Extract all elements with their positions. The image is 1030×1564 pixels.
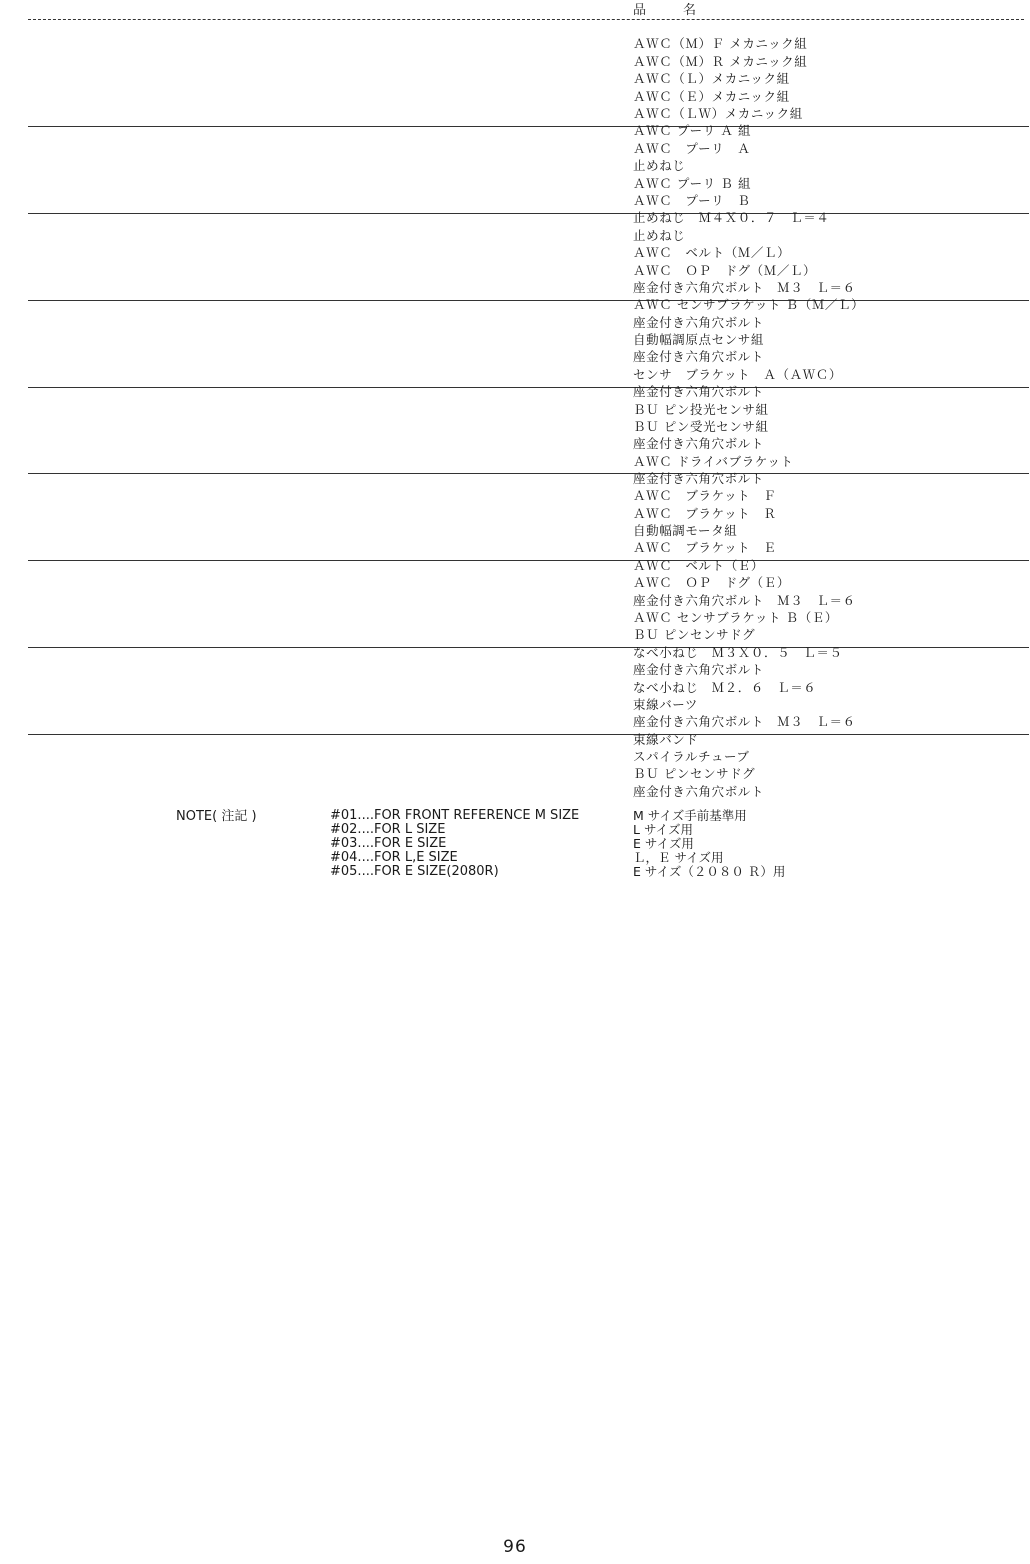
- part-item: 座金付き六角穴ボルト: [633, 315, 765, 330]
- part-item: 座金付き六角穴ボルト: [633, 384, 765, 399]
- note-entry-japanese: E サイズ用: [633, 836, 694, 851]
- part-item: 止めねじ: [633, 158, 686, 173]
- part-item: ＡＷＣ プーリ Ｂ: [633, 193, 751, 208]
- part-item: ＡＷＣ（Ｌ）メカニック組: [633, 71, 790, 86]
- part-item: ＡＷＣ ブラケット Ｒ: [633, 506, 777, 521]
- note-entry-japanese: M サイズ手前基準用: [633, 808, 747, 823]
- group-divider-line: [28, 560, 1029, 561]
- part-item: ＡＷＣ ブラケット Ｆ: [633, 488, 777, 503]
- part-item: ＡＷＣ ブラケット Ｅ: [633, 540, 777, 555]
- part-item: 座金付き六角穴ボルト: [633, 784, 765, 799]
- part-item: 座金付き六角穴ボルト Ｍ３ Ｌ＝６: [633, 593, 856, 608]
- part-item: ＡＷＣ ベルト（Ｍ／Ｌ）: [633, 245, 791, 260]
- part-item: ＢＵ ピンセンサドグ: [633, 627, 756, 642]
- group-divider-line: [28, 300, 1029, 301]
- group-divider-line: [28, 647, 1029, 648]
- part-item: 座金付き六角穴ボルト: [633, 436, 765, 451]
- header-dashed-divider: [28, 19, 1024, 20]
- part-item: ＡＷＣ ドライバブラケット: [633, 454, 794, 469]
- part-item: なべ小ねじ Ｍ３Ｘ０．５ Ｌ＝５: [633, 645, 843, 660]
- part-item: ＡＷＣ プーリ Ａ 組: [633, 123, 752, 138]
- note-entry-english: #04....FOR L,E SIZE: [330, 850, 458, 865]
- part-item: ＡＷＣ ベルト（Ｅ）: [633, 558, 765, 573]
- part-item: 座金付き六角穴ボルト: [633, 471, 765, 486]
- part-item: ＡＷＣ ＯＰ ドグ（Ｍ／Ｌ）: [633, 263, 817, 278]
- group-divider-line: [28, 734, 1029, 735]
- group-divider-line: [28, 473, 1029, 474]
- part-item: ＡＷＣ（ＬＷ）メカニック組: [633, 106, 803, 121]
- part-item: 束線バーツ: [633, 697, 699, 712]
- part-item: 自動幅調原点センサ組: [633, 332, 765, 347]
- note-entry-japanese: L サイズ用: [633, 822, 693, 837]
- note-entry-english: #01....FOR FRONT REFERENCE M SIZE: [330, 808, 580, 823]
- part-item: 座金付き六角穴ボルト Ｍ３ Ｌ＝６: [633, 280, 856, 295]
- part-item: ＢＵ ピンセンサドグ: [633, 766, 756, 781]
- part-item: ＡＷＣ センサブラケット Ｂ（Ｅ）: [633, 610, 839, 625]
- part-item: 止めねじ: [633, 228, 686, 243]
- part-item: 止めねじ Ｍ４Ｘ０．７ Ｌ＝４: [633, 210, 830, 225]
- part-item: ＢＵ ピン受光センサ組: [633, 419, 769, 434]
- part-item: ＡＷＣ（Ｅ）メカニック組: [633, 89, 790, 104]
- part-item: ＢＵ ピン投光センサ組: [633, 402, 769, 417]
- note-entry-english: #03....FOR E SIZE: [330, 836, 447, 851]
- group-divider-line: [28, 387, 1029, 388]
- note-entry-english: #05....FOR E SIZE(2080R): [330, 864, 499, 879]
- column-title-part-name: 品 名: [633, 3, 709, 18]
- group-divider-line: [28, 213, 1029, 214]
- part-item: なべ小ねじ Ｍ２．６ Ｌ＝６: [633, 680, 817, 695]
- part-item: ＡＷＣ ＯＰ ドグ（Ｅ）: [633, 575, 790, 590]
- note-entry-english: #02....FOR L SIZE: [330, 822, 446, 837]
- part-item: ＡＷＣ プーリ Ａ: [633, 141, 751, 156]
- part-item: 座金付き六角穴ボルト: [633, 349, 765, 364]
- note-entry-japanese: E サイズ（２０８０ Ｒ）用: [633, 864, 786, 879]
- part-item: ＡＷＣ（Ｍ）Ｆ メカニック組: [633, 36, 808, 51]
- part-item: 座金付き六角穴ボルト: [633, 662, 765, 677]
- note-label: NOTE( 注記 ): [176, 809, 257, 824]
- part-item: スパイラルチューブ: [633, 749, 750, 764]
- group-divider-line: [28, 126, 1029, 127]
- part-item: ＡＷＣ センサブラケット Ｂ（Ｍ／Ｌ）: [633, 297, 865, 312]
- part-item: ＡＷＣ（Ｍ）Ｒ メカニック組: [633, 54, 808, 69]
- part-item: 束線バンド: [633, 732, 699, 747]
- note-entry-japanese: Ｌ，Ｅ サイズ用: [633, 850, 724, 865]
- page-number: 96: [503, 1537, 527, 1557]
- part-item: 座金付き六角穴ボルト Ｍ３ Ｌ＝６: [633, 714, 856, 729]
- part-item: 自動幅調モータ組: [633, 523, 738, 538]
- part-item: センサ ブラケット Ａ（ＡＷＣ）: [633, 367, 842, 382]
- part-item: ＡＷＣ プーリ Ｂ 組: [633, 176, 752, 191]
